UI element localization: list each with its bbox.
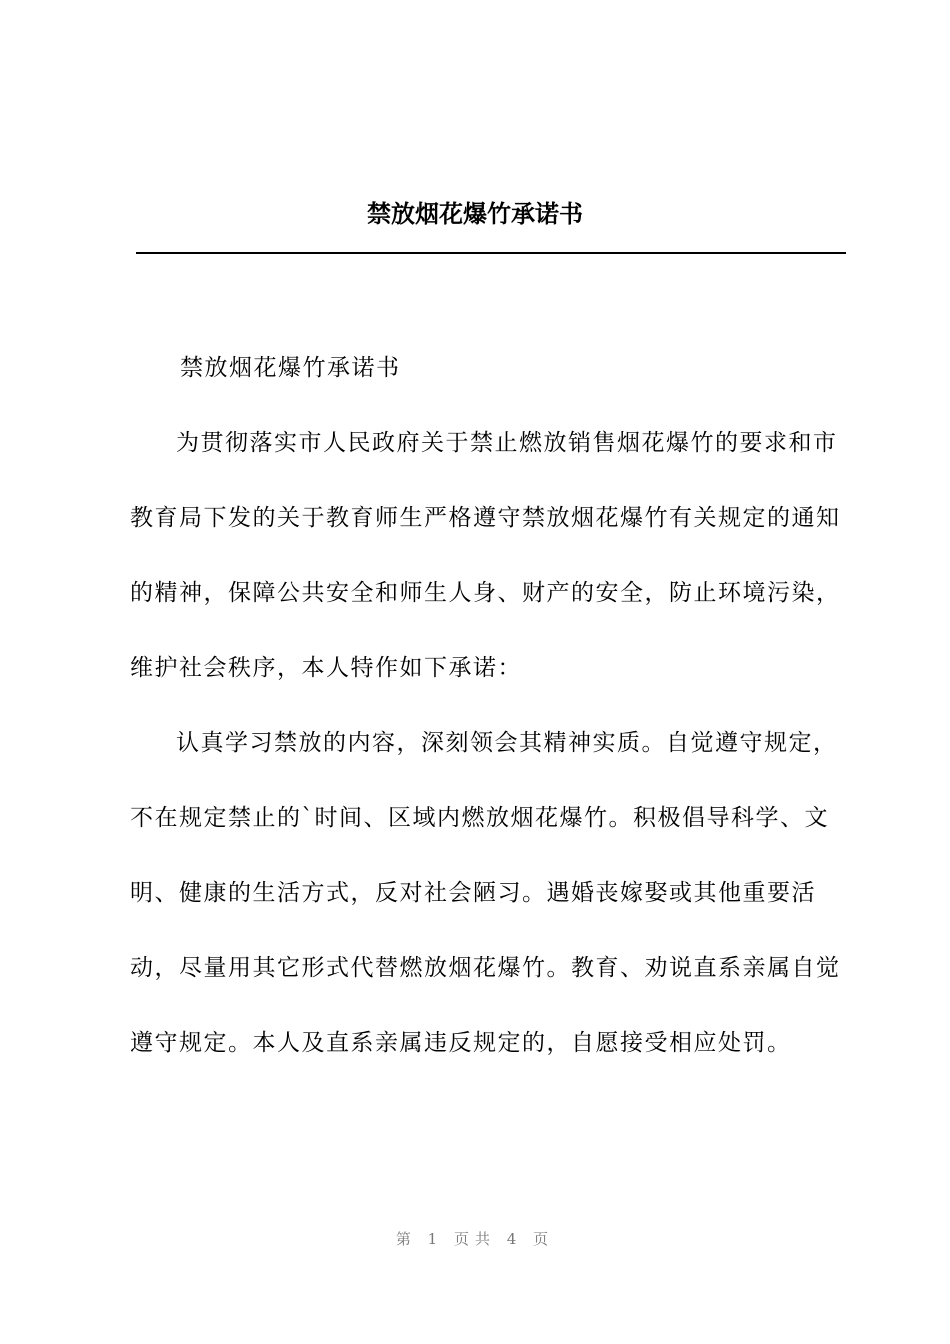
paragraph-1-block — [130, 406, 844, 706]
paragraph-2: 认真学习禁放的内容，深刻领会其精神实质。自觉遵守规定，不在规定禁止的`时间、区域内燃放烟花爆竹。积极倡导科学、文明、健康的生活方式，反对社会陋习。遇婚丧嫁娶或其他重要活动，尽量用其它形式代替燃放烟花爆竹。教育、劝说直系亲属自觉遵守规定。本人及直系亲属违反规定的，自愿接受相应处罚。 — [130, 730, 841, 1056]
page-number-footer: 第 1 页共 4 页 — [395, 1230, 555, 1248]
document-heading: 禁放烟花爆竹承诺书 — [180, 355, 401, 381]
paragraph-1: 为贯彻落实市人民政府关于禁止燃放销售烟花爆竹的要求和市教育局下发的关于教育师生严格遵守禁放烟花爆竹有关规定的通知的精神，保障公共安全和师生人身、财产的安全，防止环境污染，维护社会秩序，本人特作如下承诺： — [130, 430, 841, 681]
title-divider — [136, 252, 846, 254]
paragraph-2-block — [130, 706, 844, 1081]
document-title: 禁放烟花爆竹承诺书 — [367, 199, 583, 228]
